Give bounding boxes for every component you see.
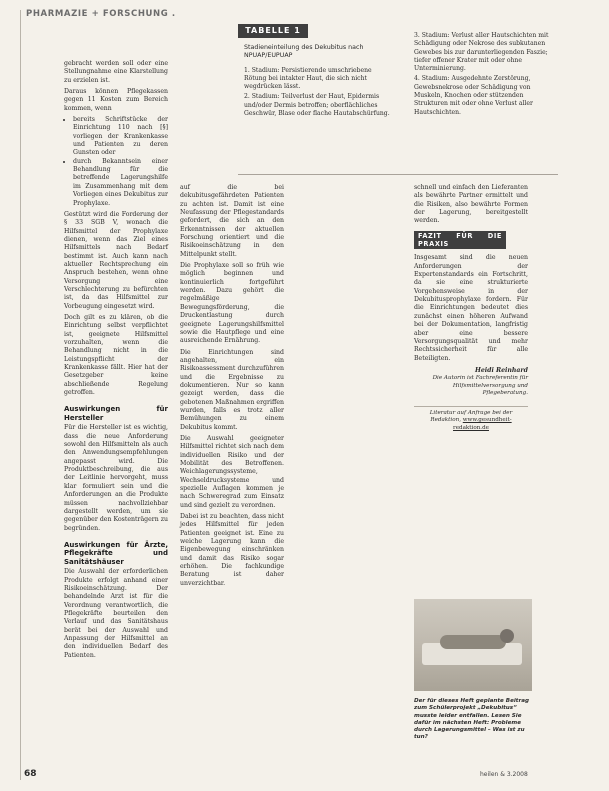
paragraph: schnell und einfach den Lieferanten als bewährte Partner ermittelt und die Risiken, also bewährte Formen der Lagerung, bereitgestellt werden. [414, 184, 528, 225]
paragraph: gebracht werden soll oder eine Stellungnahme eine Klarstellung zu erzielen ist. [64, 60, 168, 84]
author-bio: Die Autorin ist Fachreferentin für Hilfsmittelversorgung und Pflegeberatung. [432, 375, 528, 397]
author-name: Heidi Reinhard [475, 366, 528, 374]
literature-note-text: Literatur auf Anfrage bei der Redaktion, [429, 409, 513, 424]
table-entry: 3. Stadium: Verlust aller Hautschichten mit Schädigung oder Nekrose des subkutanen Gewebes bis zur darunterliegenden Faszie; tiefer offener Krater mit oder ohne Unterminierung. [414, 32, 549, 73]
literature-link[interactable]: www.gesundheit-redaktion.de [453, 417, 512, 431]
text-column-2 [180, 184, 284, 591]
patient-head-shape [500, 629, 514, 643]
table-column-a [244, 44, 394, 120]
subheading-hersteller: Auswirkungen für Hersteller [64, 405, 168, 422]
paragraph: Gestützt wird die Forderung der § 33 SGB V, wonach die Hilfsmittel der Prophylaxe dienen, wenn das Ziel eines Hilfsmittels nach Bedarf bestimmt ist. Auch kann nach aktueller Rechtsprechung ein Anspruch bestehen, wenn ohne Versorgung eine Verschlechterung zu befürchten ist, da das Hilfsmittel zur Vorbeugung eingesetzt wird. [64, 210, 168, 310]
table-label: TABELLE 1 [238, 24, 308, 38]
photo-caption: Der für dieses Heft geplante Beitrag zum Schülerprojekt „Dekubitus“ musste leider entfallen. Lesen Sie dafür im nächsten Heft: Probleme durch Lagerungsmittel – Was ist zu tun? [414, 698, 529, 741]
table-title: Stadieneinteilung des Dekubitus nach NPUAP/EUPUAP [244, 44, 364, 60]
fazit-label: FAZIT FÜR DIE PRAXIS [414, 231, 506, 250]
paragraph: Doch gilt es zu klären, ob die Einrichtung selbst verpflichtet ist, geeignete Hilfsmittel vorzuhalten, wenn die Behandlung nicht in die Leistungspflicht der Krankenkasse fällt. Hier hat der Gesetzgeber keine abschließende Regelung getroffen. [64, 313, 168, 397]
section-header: PHARMAZIE + FORSCHUNG . [26, 9, 176, 19]
text-column-3 [414, 184, 528, 432]
list-item: • durch Bekanntsein einer Behandlung für die betreffende Lagerungshilfe im Zusammenhang mit dem Vorliegen eines Dekubitus zur Prophylaxe. [73, 158, 168, 208]
table-entry: 4. Stadium: Ausgedehnte Zerstörung, Gewebsnekrose oder Schädigung von Muskeln, Knochen oder stützenden Strukturen mit oder ohne Verlust aller Hautschichten. [414, 75, 533, 116]
paragraph: Dabei ist zu beachten, dass nicht jedes Hilfsmittel für jeden Patienten geeignet ist. Eine zu weiche Lagerung kann die Eigenbewegung einschränken und damit das Risiko sogar erhöhen. Die fachkundige Beratung ist daher unverzichtbar. [180, 513, 284, 587]
paragraph: Insgesamt sind die neuen Anforderungen der Expertenstandards ein Fortschritt, da sie eine strukturierte Vorgehensweise in der Dekubitusprophylaxe fordern. Für die Einrichtungen bedeutet dies zunächst einen höheren Aufwand bei der Dokumentation, langfristig aber eine bessere Versorgungsqualität und mehr Rechtssicherheit für alle Beteiligten. [414, 254, 528, 362]
left-margin-rule [20, 10, 21, 780]
text-column-1 [64, 60, 168, 663]
table-entry: 1. Stadium: Persistierende umschriebene Rötung bei intakter Haut, die sich nicht wegdrücken lässt. [244, 66, 372, 91]
paragraph: auf die bei dekubitusgefährdeten Patienten zu achten ist. Damit ist eine Neufassung der Pflegestandards gefordert, die sich an den Erkenntnissen der aktuellen Forschung orientiert und die Risikoeinschätzung in den Mittelpunkt stellt. [180, 184, 284, 258]
paragraph: Für die Hersteller ist es wichtig, dass die neue Anforderung sowohl den Hilfsmitteln als auch den Anwendungsempfehlungen angepasst wird. Die Produktbeschreibung, die aus der Leitlinie hervorgeht, muss klar formuliert sein und die Anforderungen an die Produkte müssen nachvollziehbar dargestellt werden, um sie gegenüber den Kostenträgern zu begründen. [64, 424, 168, 532]
paragraph: Die Prophylaxe soll so früh wie möglich beginnen und kontinuierlich fortgeführt werden. Dazu gehört die regelmäßige Bewegungsförderung, die Druckentlastung durch geeignete Lagerungshilfsmittel sowie die Hautpflege und eine ausreichende Ernährung. [180, 262, 284, 345]
photo-patient-bed-icon [414, 599, 532, 691]
page-number: 68 [24, 769, 37, 779]
paragraph: Daraus können Pflegekassen gegen 11 Kosten zum Bereich kommen, wenn [64, 88, 168, 112]
table-bottom-rule [238, 174, 558, 175]
table-box [238, 24, 558, 174]
literature-note [414, 406, 528, 433]
table-entry: 2. Stadium: Teilverlust der Haut, Epidermis und/oder Dermis betroffen; oberflächliches Geschwür, Blase oder flache Hautabschürfung. [244, 93, 390, 118]
list-item: • bereits Schriftstücke der Einrichtung 110 nach [§] vorliegen der Krankenkasse und Patienten zu deren Gunsten oder [73, 116, 168, 158]
patient-body-shape [440, 635, 506, 649]
paragraph: Die Auswahl geeigneter Hilfsmittel richtet sich nach dem individuellen Risiko und der Mobilität des Betroffenen. Weichlagerungssysteme, Wechseldrucksysteme und spezielle Auflagen kommen je nach Schweregrad zum Einsatz und sind gezielt zu verordnen. [180, 434, 284, 509]
table-column-b [414, 32, 554, 119]
paragraph: Die Einrichtungen sind angehalten, ein Risikoassessment durchzuführen und die Ergebnisse zu dokumentieren. Nur so kann gezeigt werden, dass die gebotenen Maßnahmen ergriffen wurden, falls es trotz aller Bemühungen zu einem Dekubitus kommt. [180, 348, 284, 431]
bullet-list [64, 116, 168, 208]
issue-footer: heilen & 3.2008 [480, 771, 528, 778]
paragraph: Die Auswahl der erforderlichen Produkte erfolgt anhand einer Risikoeinschätzung. Der behandelnde Arzt ist für die Verordnung verantwortlich, die Pflegekräfte beurteilen den Verlauf und das Sanitätshaus berät bei der Auswahl und Anpassung der Hilfsmittel an den individuellen Bedarf des Patienten. [64, 568, 168, 659]
subheading-aerzte: Auswirkungen für Ärzte, Pflegekräfte und Sanitätshäuser [64, 540, 168, 566]
author-block [414, 367, 528, 398]
